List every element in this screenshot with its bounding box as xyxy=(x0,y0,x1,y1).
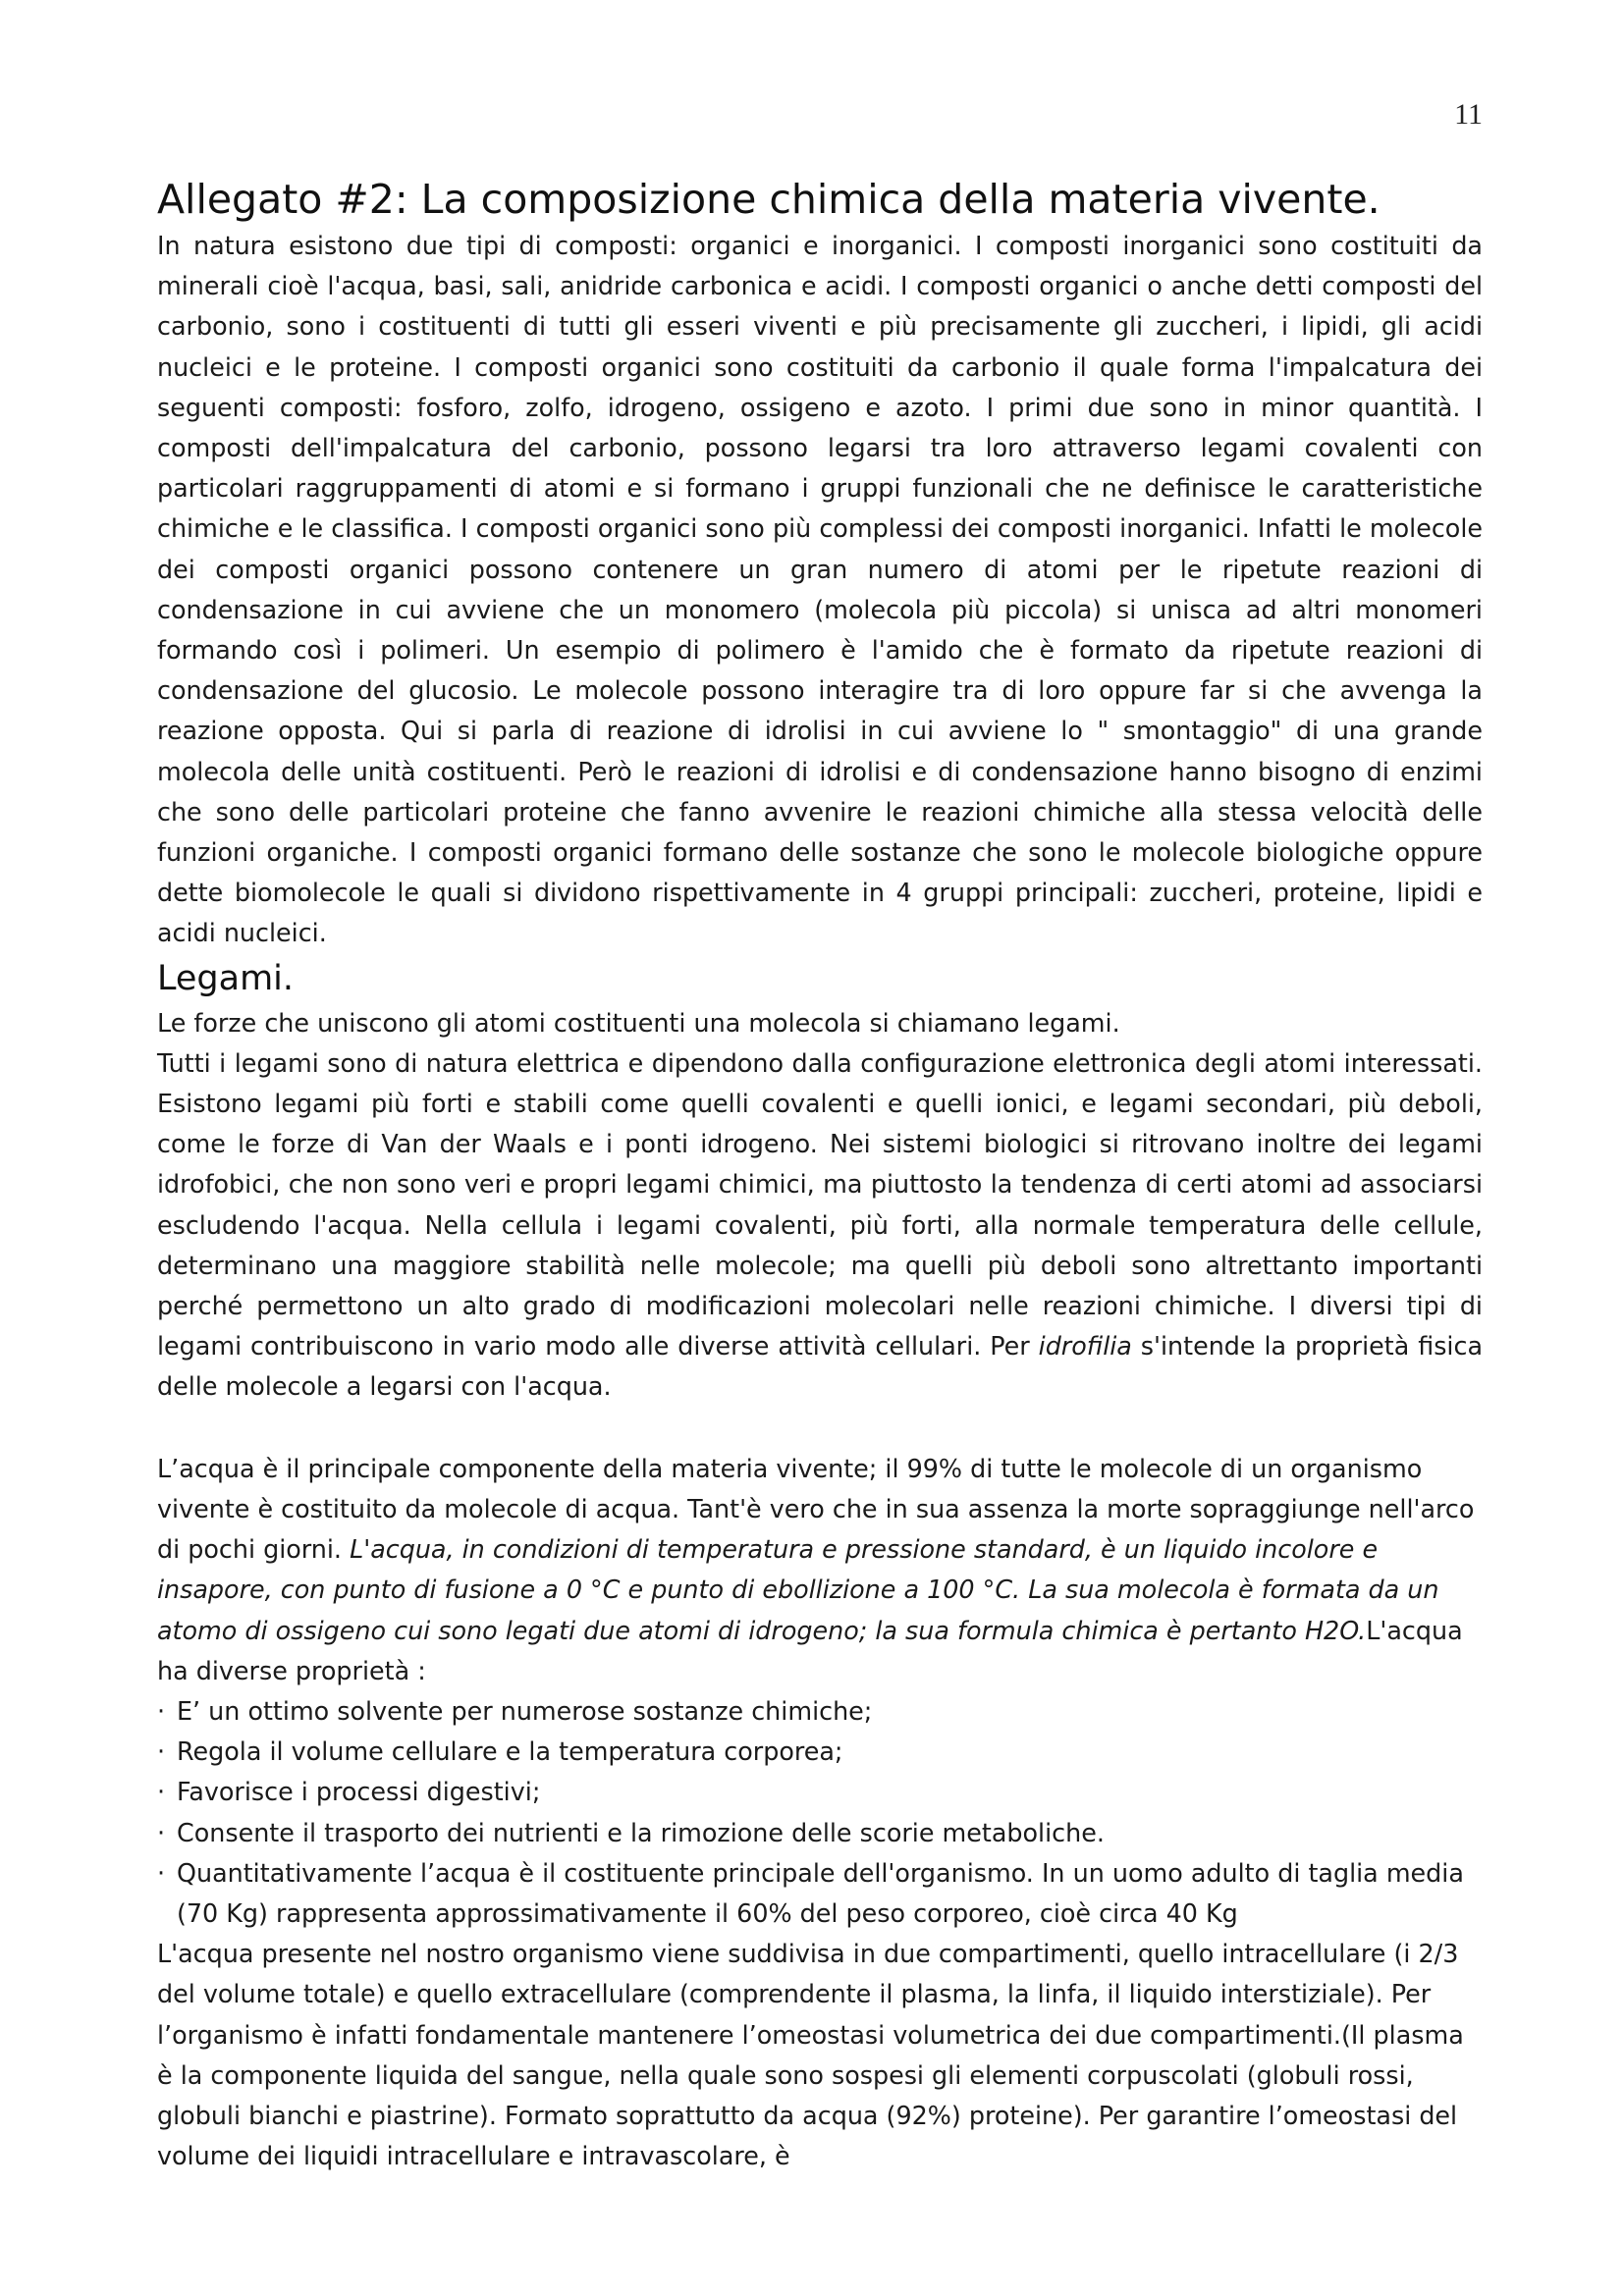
document-body xyxy=(157,173,1483,2176)
water-paragraph-end: L'acqua ha diverse proprietà : xyxy=(157,1615,1463,1685)
list-item xyxy=(157,1691,1483,1732)
water-paragraph-text: L’acqua è il principale componente della materia vivente; il 99% di tutte le molecole di un organismo vivente è costituito da molecole di acqua. Tant'è vero che in sua assenza la morte sopraggiunge nell'arco di pochi giorni. xyxy=(157,1453,1475,1565)
composition-paragraph: In natura esistono due tipi di composti: organici e inorganici. I composti inorganici sono costituiti da minerali cioè l'acqua, basi, sali, anidride carbonica e acidi. I composti organici o anche detti composti del carbonio, sono i costituenti di tutti gli esseri viventi e più precisamente gli zuccheri, i lipidi, gli acidi nucleici e le proteine. I composti organici sono costituiti da carbonio il quale forma l'impalcatura dei seguenti composti: fosforo, zolfo, idrogeno, ossigeno e azoto. I primi due sono in minor quantità. I composti dell'impalcatura del carbonio, possono legarsi tra loro attraverso legami covalenti con particolari raggruppamenti di atomi e si formano i gruppi funzionali che ne definisce le caratteristiche chimiche e le classifica. I composti organici sono più complessi dei composti inorganici. Infatti le molecole dei composti organici possono contenere un gran numero di atomi per le ripetute reazioni di condensazione in cui avviene che un monomero (molecola più piccola) si unisca ad altri monomeri formando così i polimeri. Un esempio di polimero è l'amido che è formato da ripetute reazioni di condensazione del glucosio. Le molecole possono interagire tra di loro oppure far si che avvenga la reazione opposta. Qui si parla di reazione di idrolisi in cui avviene lo " smontaggio" di una grande molecola delle unità costituenti. Però le reazioni di idrolisi e di condensazione hanno bisogno di enzimi che sono delle particolari proteine che fanno avvenire le reazioni chimiche alla stessa velocità delle funzioni organiche. I composti organici formano delle sostanze che sono le molecole biologiche oppure dette biomolecole le quali si dividono rispettivamente in 4 gruppi principali: zuccheri, proteine, lipidi e acidi nucleici. xyxy=(157,231,1483,948)
bonds-paragraph-end: s'intende la proprietà fisica delle molecole a legarsi con l'acqua. xyxy=(157,1331,1483,1402)
bullet-icon: · xyxy=(157,1695,166,1726)
compartments-paragraph: L'acqua presente nel nostro organismo viene suddivisa in due compartimenti, quello intracellulare (i 2/3 del volume totale) e quello extracellulare (comprendente il plasma, la linfa, il liquido interstiziale). Per l’organismo è infatti fondamentale mantenere l’omeostasi volumetrica dei due compartimenti.(Il plasma è la componente liquida del sangue, nella quale sono sospesi gli elementi corpuscolati (globuli rossi, globuli bianchi e piastrine). Formato soprattutto da acqua (92%) proteine). Per garantire l’omeostasi del volume dei liquidi intracellulare e intravascolare, è xyxy=(157,1939,1464,2171)
bonds-paragraph-italic-term: idrofilia xyxy=(1038,1331,1132,1362)
list-item xyxy=(157,1772,1483,1812)
water-paragraph xyxy=(157,1449,1483,1691)
bullet-icon: · xyxy=(157,1736,166,1767)
page-number: 11 xyxy=(1454,98,1483,131)
list-item-text: Favorisce i processi digestivi; xyxy=(177,1777,541,1807)
water-paragraph-italic: L'acqua, in condizioni di temperatura e pressione standard, è un liquido incolore e insapore, con punto di fusione a 0 °C e punto di ebollizione a 100 °C. La sua molecola è formata da un atomo di ossigeno cui sono legati due atomi di idrogeno; la sua formula chimica è pertanto H2O. xyxy=(157,1534,1439,1645)
list-item xyxy=(157,1813,1483,1853)
list-item-text: Consente il trasporto dei nutrienti e la rimozione delle scorie metaboliche. xyxy=(177,1817,1105,1847)
bullet-icon: · xyxy=(157,1857,166,1888)
document-title: Allegato #2: La composizione chimica della materia vivente. xyxy=(157,176,1380,223)
bullet-icon: · xyxy=(157,1817,166,1847)
bonds-intro: Le forze che uniscono gli atomi costituenti una molecola si chiamano legami. xyxy=(157,1007,1120,1038)
list-item xyxy=(157,1732,1483,1772)
bonds-paragraph xyxy=(157,1043,1483,1408)
bullet-icon: · xyxy=(157,1777,166,1807)
bonds-paragraph-text: Tutti i legami sono di natura elettrica e dipendono dalla configurazione elettronica degli atomi interessati. Esistono legami più forti e stabili come quelli covalenti e quelli ionici, e legami secondari, più deboli, come le forze di Van der Waals e i ponti idrogeno. Nei sistemi biologici si ritrovano inoltre dei legami idrofobici, che non sono veri e propri legami chimici, ma piuttosto la tendenza di certi atomi ad associarsi escludendo l'acqua. Nella cellula i legami covalenti, più forti, alla normale temperatura delle cellule, determinano una maggiore stabilità nelle molecole; ma quelli più deboli sono altrettanto importanti perché permettono un alto grado di modificazioni molecolari nelle reazioni chimiche. I diversi tipi di legami contribuiscono in vario modo alle diverse attività cellulari. Per xyxy=(157,1047,1483,1362)
water-properties-list xyxy=(157,1691,1483,1934)
list-item-text: Regola il volume cellulare e la temperatura corporea; xyxy=(177,1736,843,1767)
list-item-text: E’ un ottimo solvente per numerose sostanze chimiche; xyxy=(177,1695,873,1726)
list-item xyxy=(157,1853,1483,1934)
list-item-text: Quantitativamente l’acqua è il costituente principale dell'organismo. In un uomo adulto di taglia media (70 Kg) rappresenta approssimativamente il 60% del peso corporeo, cioè circa 40 Kg xyxy=(177,1857,1464,1928)
section-heading-bonds: Legami. xyxy=(157,958,295,998)
